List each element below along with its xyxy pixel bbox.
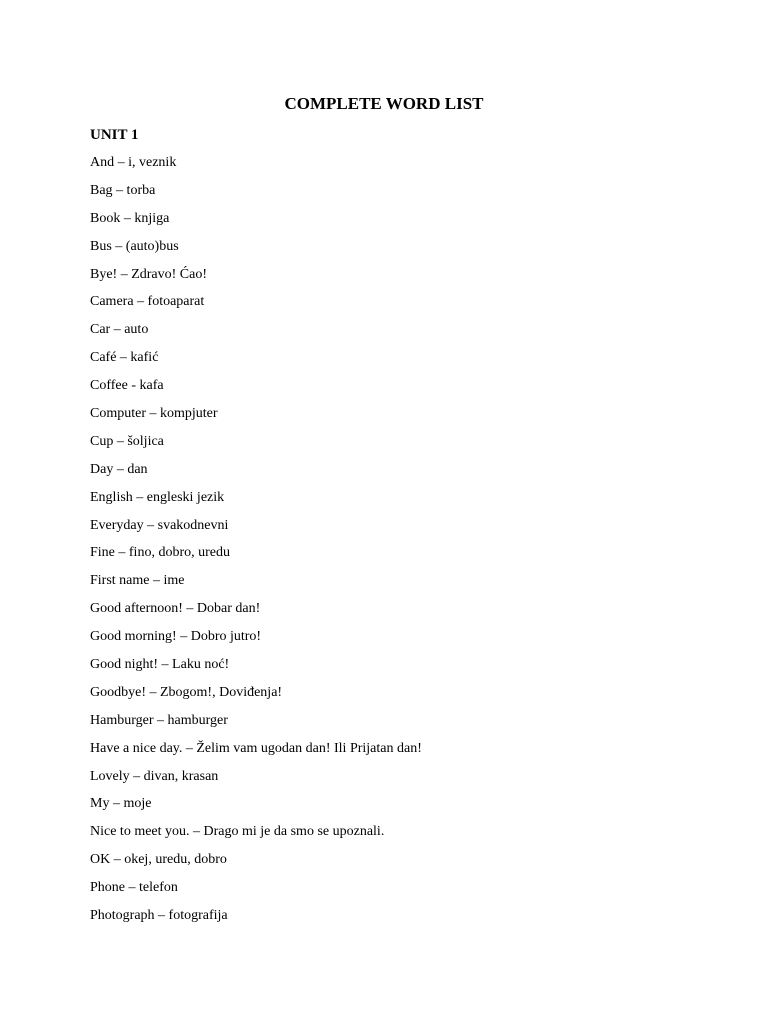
word-entry: Everyday – svakodnevni [90, 517, 229, 533]
word-entry: Goodbye! – Zbogom!, Doviđenja! [90, 684, 283, 700]
word-entry: Car – auto [90, 322, 149, 338]
word-entry: Have a nice day. – Želim vam ugodan dan! Ili Prijatan dan! [90, 740, 422, 756]
word-entry: Lovely – divan, krasan [90, 768, 219, 784]
word-entry: OK – okej, uredu, dobro [90, 852, 227, 868]
document-title: COMPLETE WORD LIST [284, 94, 484, 113]
word-entry: Nice to meet you. – Drago mi je da smo se upoznali. [90, 824, 385, 840]
word-entry: Good night! – Laku noć! [90, 657, 230, 673]
word-entry: Computer – kompjuter [90, 406, 218, 422]
word-entry: Day – dan [90, 461, 148, 477]
word-entry: English – engleski jezik [90, 489, 225, 505]
word-entry: Good morning! – Dobro jutro! [90, 629, 262, 645]
word-entry: Fine – fino, dobro, uredu [90, 545, 230, 561]
word-list [90, 152, 710, 933]
word-entry: Bus – (auto)bus [90, 238, 179, 254]
word-entry: First name – ime [90, 573, 185, 589]
word-entry: Camera – fotoaparat [90, 294, 205, 310]
word-entry: Café – kafić [90, 350, 159, 366]
word-entry: Cup – šoljica [90, 433, 164, 449]
word-entry: And – i, veznik [90, 155, 177, 170]
word-entry: Hamburger – hamburger [90, 712, 228, 728]
word-entry: Good afternoon! – Dobar dan! [90, 601, 261, 617]
word-entry: Photograph – fotografija [90, 908, 228, 924]
word-entry: Bye! – Zdravo! Ćao! [90, 266, 208, 282]
unit-heading: UNIT 1 [90, 127, 139, 143]
word-entry: Bag – torba [90, 182, 156, 198]
word-entry: My – moje [90, 796, 152, 812]
word-entry: Coffee - kafa [90, 378, 164, 394]
word-entry: Book – knjiga [90, 210, 170, 226]
word-entry: Phone – telefon [90, 880, 178, 896]
